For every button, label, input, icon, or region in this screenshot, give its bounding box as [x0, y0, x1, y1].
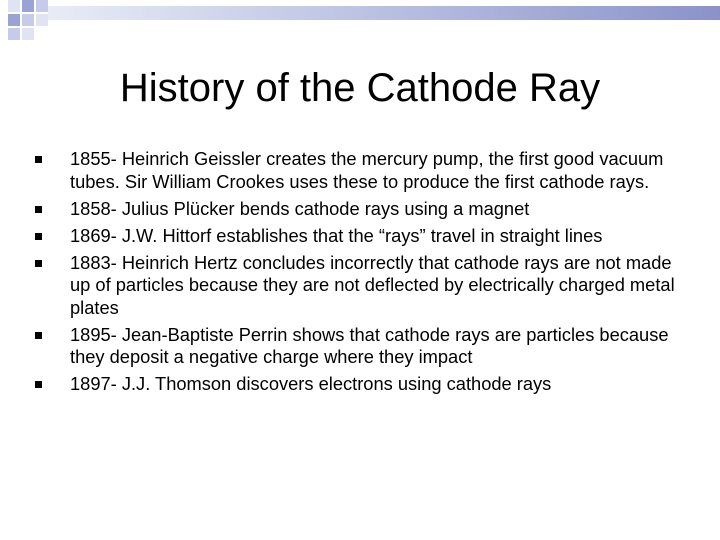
square-bullet-icon [35, 381, 42, 388]
bullet-item [35, 198, 675, 221]
decor-square [8, 0, 20, 12]
bullet-item [35, 148, 675, 193]
bullet-text: 1897- J.J. Thomson discovers electrons using cathode rays [70, 373, 552, 394]
decor-square [8, 28, 20, 40]
square-bullet-icon [35, 233, 42, 240]
bullet-text: 1855- Heinrich Geissler creates the mercury pump, the first good vacuum tubes. Sir William Crookes uses these to produce the first cathode rays. [70, 148, 664, 192]
bullet-item [35, 252, 675, 320]
square-bullet-icon [35, 260, 42, 267]
bullet-list [35, 148, 675, 400]
decor-square [22, 28, 34, 40]
gradient-band [48, 6, 720, 20]
square-bullet-icon [35, 156, 42, 163]
square-bullet-icon [35, 206, 42, 213]
bullet-text: 1883- Heinrich Hertz concludes incorrectly that cathode rays are not made up of particles because they are not deflected by electrically charged metal plates [70, 251, 675, 318]
bullet-item [35, 225, 675, 248]
decor-square [22, 14, 34, 26]
bullet-text: 1895- Jean-Baptiste Perrin shows that cathode rays are particles because they deposit a negative charge where they impact [70, 323, 669, 367]
bullet-item [35, 373, 675, 396]
bullet-text: 1858- Julius Plücker bends cathode rays using a magnet [70, 197, 530, 219]
decor-square [22, 0, 34, 12]
square-bullet-icon [35, 332, 42, 339]
decor-square [8, 14, 20, 26]
bullet-item [35, 324, 675, 369]
top-decoration [0, 0, 720, 40]
slide-title: History of the Cathode Ray [119, 66, 601, 110]
bullet-text: 1869- J.W. Hittorf establishes that the “rays” travel in straight lines [70, 224, 603, 246]
decor-square [36, 0, 48, 12]
decor-square [36, 14, 48, 26]
